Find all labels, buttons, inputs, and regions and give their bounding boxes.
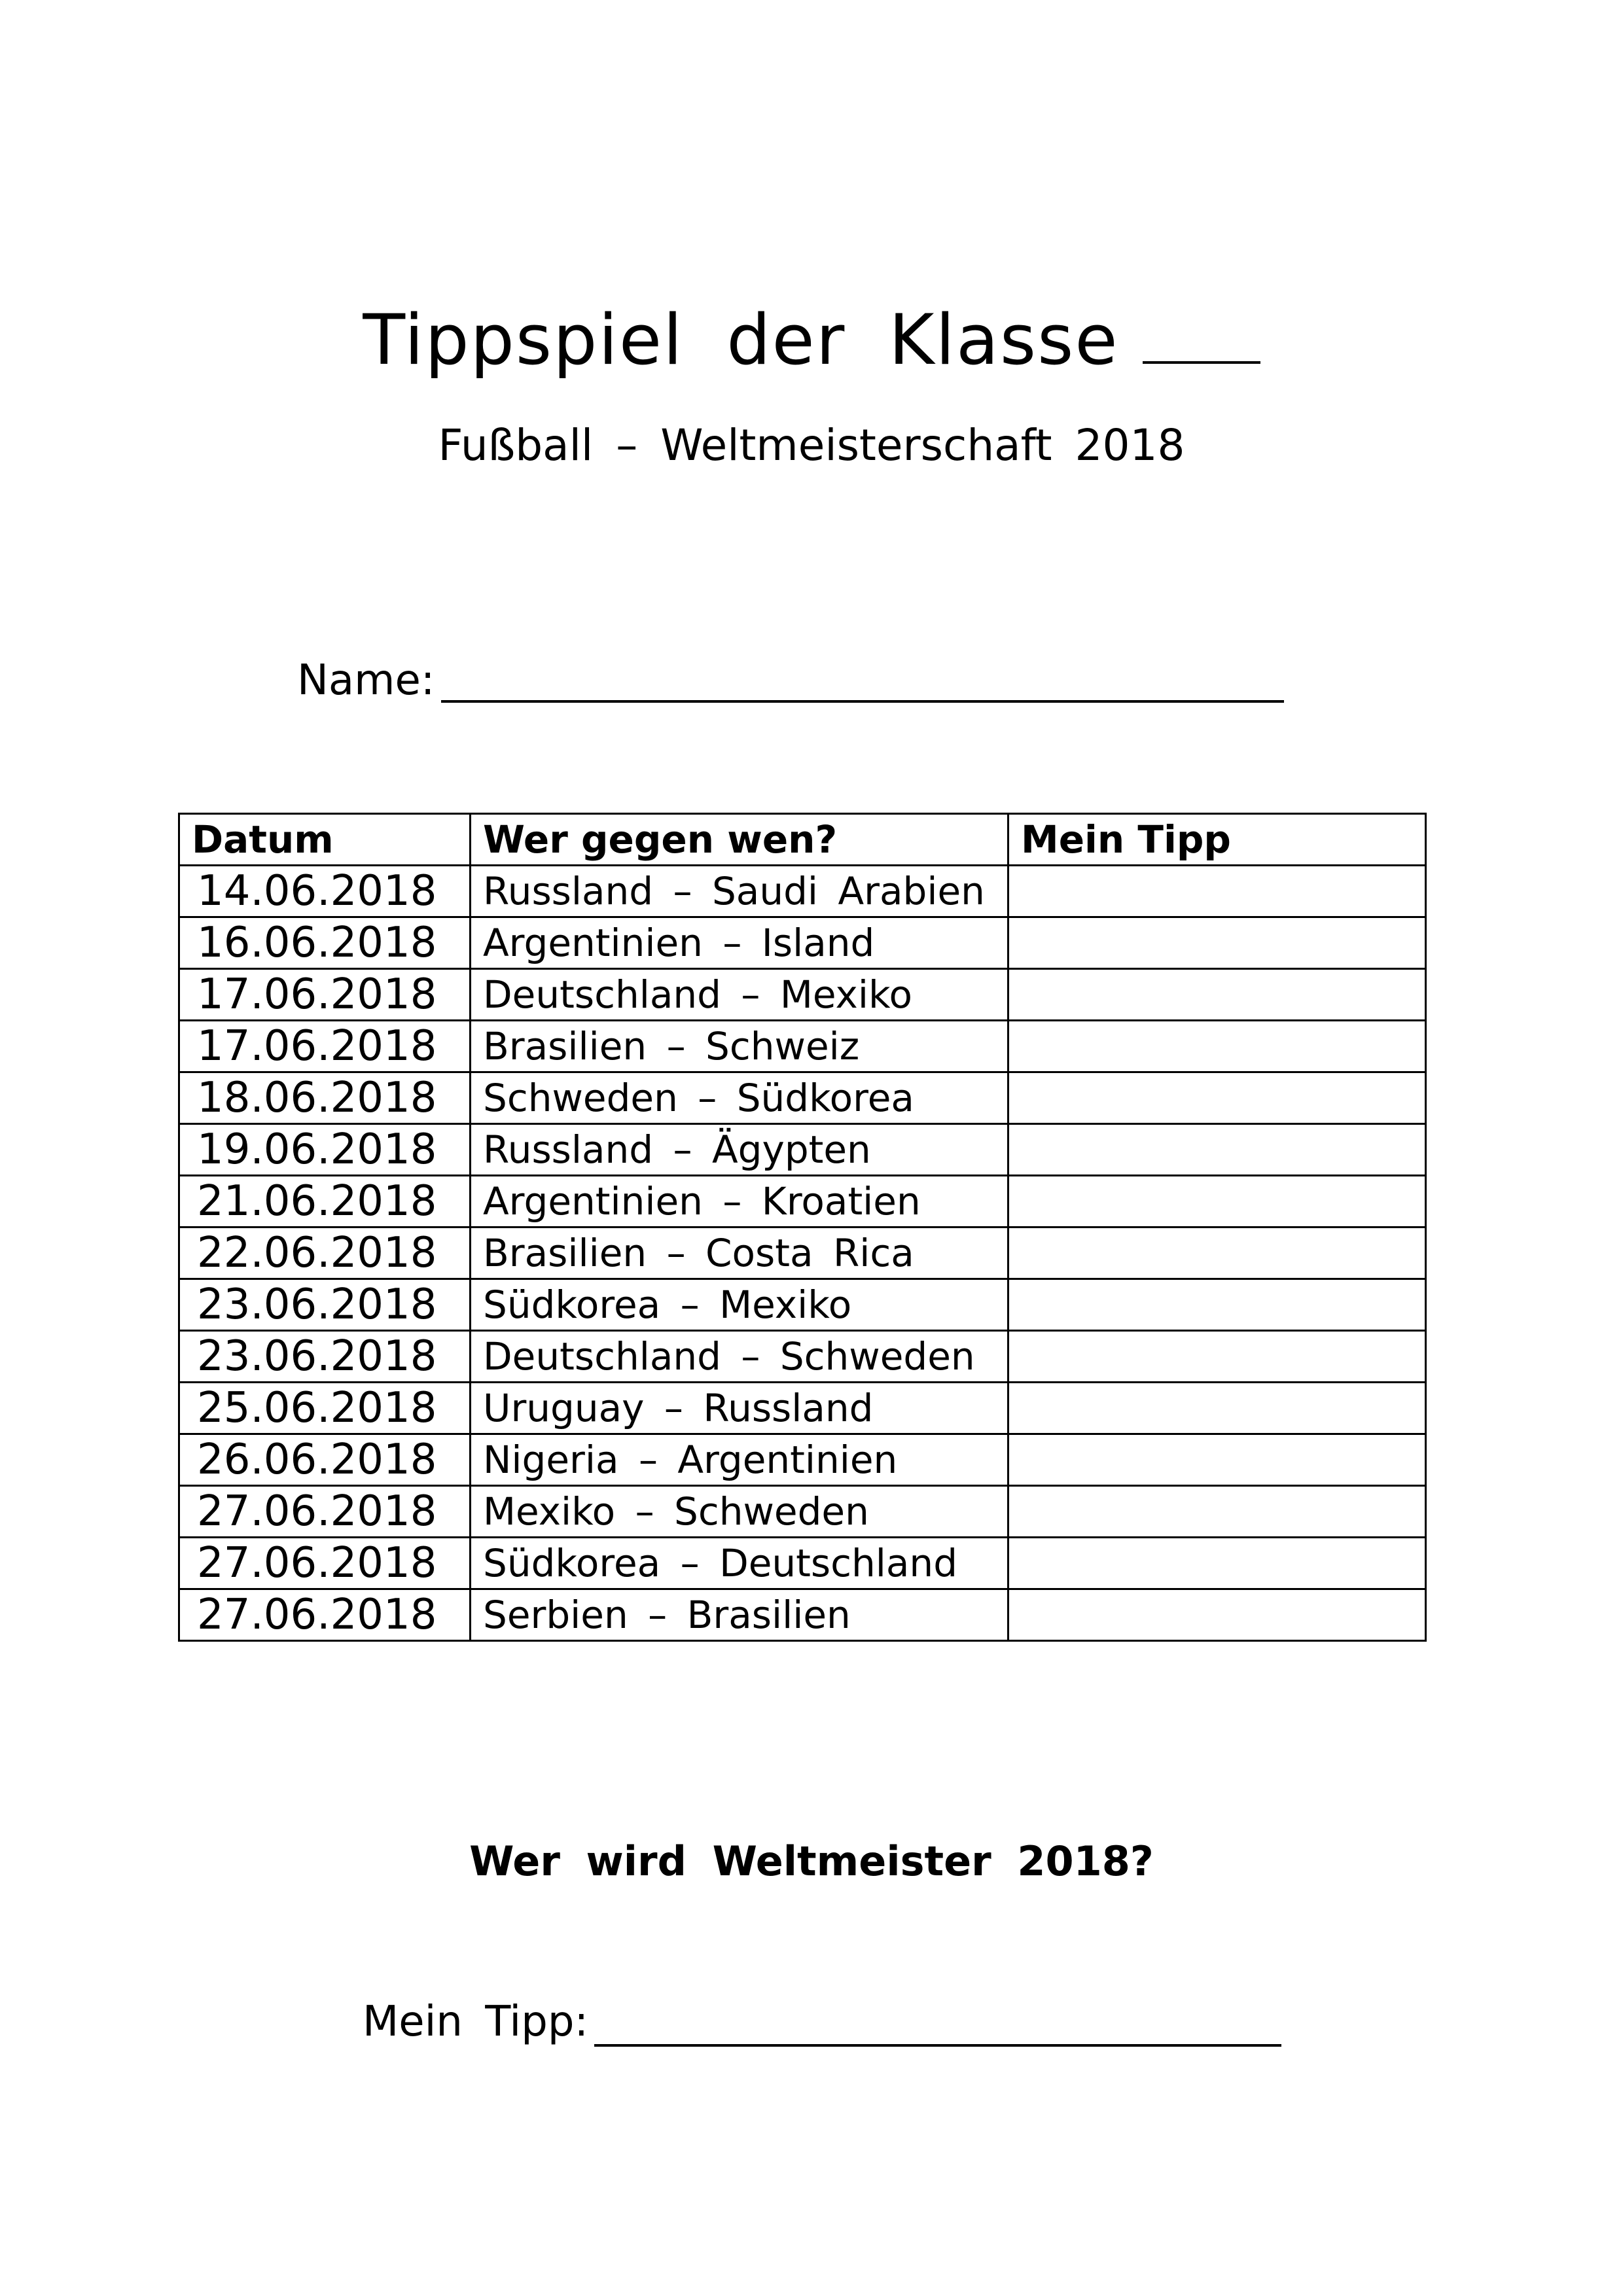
- table-row: [179, 1538, 1426, 1589]
- table-row: [179, 1227, 1426, 1279]
- match-pairing: Argentinien – Island: [471, 917, 1008, 969]
- match-date: 23.06.2018: [179, 1279, 471, 1331]
- table-row: [179, 1279, 1426, 1331]
- match-pairing: Russland – Saudi Arabien: [471, 866, 1008, 917]
- match-pairing: Serbien – Brasilien: [471, 1589, 1008, 1641]
- tip-cell[interactable]: [1008, 866, 1426, 917]
- tip-cell[interactable]: [1008, 1072, 1426, 1124]
- match-date: 22.06.2018: [179, 1227, 471, 1279]
- match-date: 16.06.2018: [179, 917, 471, 969]
- table-row: [179, 1383, 1426, 1434]
- match-pairing: Brasilien – Costa Rica: [471, 1227, 1008, 1279]
- match-date: 25.06.2018: [179, 1383, 471, 1434]
- match-date: 27.06.2018: [179, 1486, 471, 1538]
- table-row: [179, 1124, 1426, 1176]
- champion-tip-blank-line[interactable]: [594, 2044, 1281, 2047]
- table-row: [179, 969, 1426, 1021]
- table-row: [179, 866, 1426, 917]
- table-row: [179, 1331, 1426, 1383]
- tip-cell[interactable]: [1008, 1538, 1426, 1589]
- match-pairing: Südkorea – Deutschland: [471, 1538, 1008, 1589]
- table-header-row: [179, 814, 1426, 866]
- table-row: [179, 1589, 1426, 1641]
- tip-cell[interactable]: [1008, 969, 1426, 1021]
- match-date: 14.06.2018: [179, 866, 471, 917]
- table-row: [179, 1176, 1426, 1227]
- page-title-text: Tippspiel der Klasse: [363, 300, 1119, 380]
- header-match: Wer gegen wen?: [471, 814, 1008, 866]
- table-row: [179, 917, 1426, 969]
- tip-cell[interactable]: [1008, 1383, 1426, 1434]
- tip-cell[interactable]: [1008, 1227, 1426, 1279]
- tip-cell[interactable]: [1008, 1434, 1426, 1486]
- match-date: 17.06.2018: [179, 1021, 471, 1072]
- header-tip: Mein Tipp: [1008, 814, 1426, 866]
- table-row: [179, 1486, 1426, 1538]
- table-row: [179, 1434, 1426, 1486]
- match-table: [178, 813, 1427, 1642]
- header-date: Datum: [179, 814, 471, 866]
- class-blank-line[interactable]: [1143, 361, 1260, 364]
- match-pairing: Mexiko – Schweden: [471, 1486, 1008, 1538]
- champion-tip-label: Mein Tipp:: [363, 1998, 588, 2046]
- tip-cell[interactable]: [1008, 1486, 1426, 1538]
- tip-cell[interactable]: [1008, 917, 1426, 969]
- match-date: 27.06.2018: [179, 1589, 471, 1641]
- page-subtitle: Fußball – Weltmeisterschaft 2018: [438, 420, 1185, 470]
- table-row: [179, 1072, 1426, 1124]
- match-date: 27.06.2018: [179, 1538, 471, 1589]
- match-pairing: Nigeria – Argentinien: [471, 1434, 1008, 1486]
- match-pairing: Südkorea – Mexiko: [471, 1279, 1008, 1331]
- table-row: [179, 1021, 1426, 1072]
- name-blank-line[interactable]: [441, 700, 1284, 703]
- match-pairing: Schweden – Südkorea: [471, 1072, 1008, 1124]
- match-pairing: Deutschland – Schweden: [471, 1331, 1008, 1383]
- match-pairing: Uruguay – Russland: [471, 1383, 1008, 1434]
- tip-cell[interactable]: [1008, 1124, 1426, 1176]
- match-date: 26.06.2018: [179, 1434, 471, 1486]
- match-pairing: Russland – Ägypten: [471, 1124, 1008, 1176]
- match-pairing: Argentinien – Kroatien: [471, 1176, 1008, 1227]
- match-date: 23.06.2018: [179, 1331, 471, 1383]
- match-date: 18.06.2018: [179, 1072, 471, 1124]
- tip-cell[interactable]: [1008, 1331, 1426, 1383]
- match-date: 17.06.2018: [179, 969, 471, 1021]
- champion-question: Wer wird Weltmeister 2018?: [469, 1837, 1154, 1885]
- name-label: Name:: [297, 656, 435, 705]
- match-date: 21.06.2018: [179, 1176, 471, 1227]
- match-pairing: Brasilien – Schweiz: [471, 1021, 1008, 1072]
- tip-cell[interactable]: [1008, 1021, 1426, 1072]
- match-date: 19.06.2018: [179, 1124, 471, 1176]
- tip-cell[interactable]: [1008, 1279, 1426, 1331]
- match-pairing: Deutschland – Mexiko: [471, 969, 1008, 1021]
- tip-cell[interactable]: [1008, 1176, 1426, 1227]
- page-title: [0, 298, 1623, 383]
- tip-cell[interactable]: [1008, 1589, 1426, 1641]
